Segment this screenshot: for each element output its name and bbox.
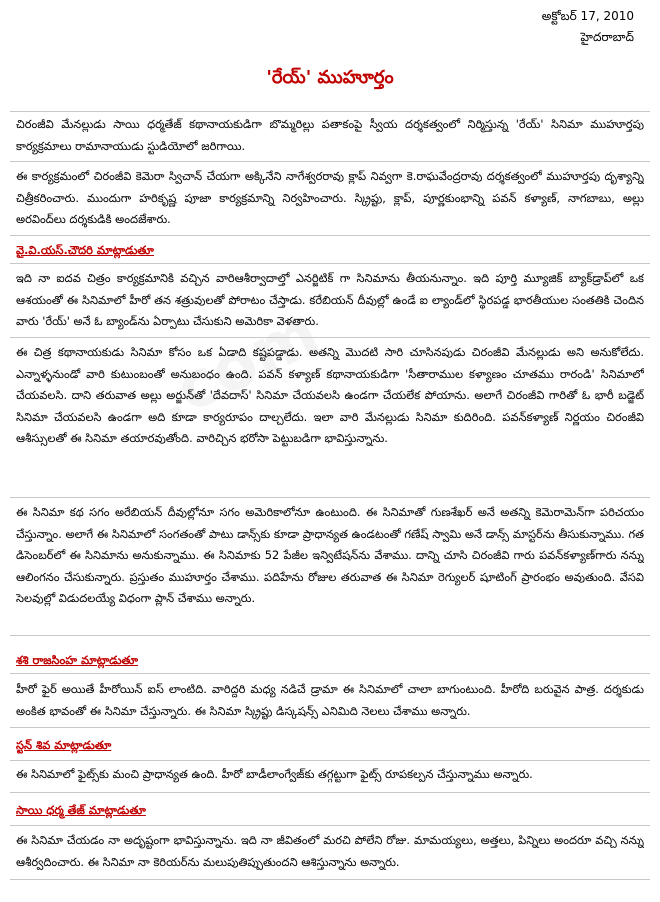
section-heading: స్టన్ శివ మాట్లాడుతూ	[16, 738, 112, 752]
article-title: 'రేయ్' ముహూర్తం	[266, 67, 394, 88]
section-heading: సాయి ధర్మ తేజ్ మాట్లాడుతూ	[16, 803, 146, 817]
divider	[10, 635, 650, 636]
dateline	[542, 6, 634, 48]
section-heading: వై.వి.యస్.చౌదరి మాట్లాడుతూ	[16, 243, 154, 257]
divider	[10, 263, 650, 264]
intro-paragraph: చిరంజీవి మేనల్లుడు సాయి ధర్మతేజ్ కథానాయకుడిగా బొమ్మరిల్లు పతాకంపై స్వీయ దర్శకత్వంలో నిర్మిస్తున్న 'రేయ్' సినిమా ముహూర్తపు కార్యక్రమాలు రామానాయుడు స్టుడియోలో జరిగాయి.	[16, 117, 644, 153]
divider	[10, 825, 650, 826]
divider	[10, 792, 650, 793]
divider	[10, 111, 650, 112]
article-place: హైదరాబాద్	[580, 30, 634, 44]
article-date: అక్టోబర్ 17, 2010	[541, 9, 634, 23]
paragraph: ఈ సినిమా చేయడం నా అదృష్టంగా భావిస్తున్నాను. ఇది నా జీవితంలో మరచి పోలేని రోజు. మామయ్యలు, అత్తలు, పిన్నిలు అందరూ వచ్చి నన్ను ఆశీర్వదించారు. ఈ సినిమా నా కెరియర్‌ను మలుపుతిప్పుతుందని ఆశిస్తున్నాను అన్నారు.	[16, 833, 644, 869]
paragraph: హీరో ఫైర్ అయితే హీరోయిన్ ఐస్ లాంటిది. వారిద్దరి మధ్య నడిచే డ్రామా ఈ సినిమాలో చాలా బాగుంటుంది. హీరోది బరువైన పాత్ర. దర్శకుడు అంకిత భావంతో ఈ సినిమా చేస్తున్నారు. ఈ సినిమా స్క్రిప్టు డిస్కషన్స్ ఎనిమిది నెలలు చేశాము అన్నారు.	[16, 682, 644, 718]
section-heading: శశి రాజసింహ మాట్లాడుతూ	[16, 653, 138, 667]
divider	[10, 161, 650, 162]
divider	[10, 727, 650, 728]
divider	[10, 337, 650, 338]
divider	[10, 673, 650, 674]
paragraph: ఈ సినిమాలో ఫైట్స్‌కు మంచి ప్రాధాన్యత ఉంది. హీరో బాడీలాంగ్వేజ్‌కు తగ్గట్టుగా ఫైట్స్ రూపకల్పన చేస్తున్నాము అన్నారు.	[16, 767, 533, 781]
divider	[10, 497, 650, 498]
event-paragraph: ఈ కార్యక్రమంలో చిరంజీవి కెమెరా స్విచాన్ చేయగా అక్కినేని నాగేశ్వరరావు క్లాప్ నివ్వగా కె.రాఘవేంద్రరావు దర్శకత్వంలో ముహూర్తపు దృశ్యాన్ని చిత్రీకరించారు. ముందుగా హరికృష్ణ పూజా కార్యక్రమాన్ని నిర్వహించారు. స్క్రిప్టు, క్లాప్, పూర్ణకుంభాన్ని పవన్ కళ్యాణ్, నాగబాబు, అల్లు అరవింద్‌లు దర్శకుడికి అందజేశారు.	[16, 169, 644, 226]
paragraph: ఈ సినిమా కథ సగం అరేబియన్ దీవుల్లోనూ సగం అమెరికాలోనూ ఉంటుంది. ఈ సినిమాతో గుణశేఖర్ అనే అతన్ని కెమెరామెన్‌గా పరిచయం చేస్తున్నాం. అలాగే ఈ సినిమాలో సంగతంతో పాటు డాన్స్‌కు కూడా ప్రాధాన్యత ఉండటంతో గణేష్ స్వామి అనే డాన్స్ మాస్టర్‌ను తీసుకున్నాము. గత డిసెంబర్‌లో ఈ సినిమాను అనుకున్నాము. ఈ సినిమాకు 52 పేజీల ఇన్విటేషన్‌ను వేశాము. దాన్ని చూసి చిరంజీవి గారు పవన్‌కళ్యాణ్‌గారు నన్ను ఆలింగనం చేసుకున్నారు. ప్రస్తుతం ముహూర్తం చేశాము. పదిహేను రోజుల తరువాత ఈ సినిమా రెగ్యులర్ షూటింగ్ ప్రారంభం అవుతుంది. వేసవి సెలవుల్లో విడుదలయ్యే విధంగా ప్లాన్ చేశాము అన్నారు.	[16, 505, 644, 605]
divider	[10, 760, 650, 761]
paragraph: ఇది నా ఐదవ చిత్రం కార్యక్రమానికి వచ్చిన వారిఆశీర్వాదాల్తో ఎనర్జిటిక్ గా సినిమాను తీయనున్నాం. ఇది పూర్తి మ్యూజిక్ బ్యాక్‌డ్రాప్‌లో ఒక ఆశయంతో ఈ సినిమాలో హీరో తన శత్రువులతో పోరాటం చేస్తాడు. కరేబియన్ దీవుల్లో ఉండే ఐ ల్యాండ్‌లో స్థిరపడ్డ భారతీయుల సంతతికి చెందిన వారు 'రేయ్' అనే ఓ బ్యాండ్‌ను ఏర్పాటు చేసుకుని అమెరికా వెళతారు.	[16, 271, 644, 328]
paragraph: ఈ చిత్ర కథానాయకుడు సినిమా కోసం ఒక ఏడాది కష్టపడ్డాడు. అతన్ని మొదటి సారి చూసినపుడు చిరంజీవి మేనల్లుడు అని అనుకోలేదు. ఎన్నాళ్ళనుండో వారి కుటుంబంతో అనుబంధం ఉంది. పవన్ కళ్యాణ్ కథానాయకుడిగా 'సీతారాముల కళ్యాణం చూతము రారండి' సినిమాలో చేయవలసి. దాని తరువాత అల్లు అర్జున్‌తో 'దేవదాస్' సినిమా చేయవలసి ఉండగా చేయలేక పోయాను. అలాగే చిరంజీవి గారితో ఓ భారీ బడ్జెట్ సినిమా చేయవలసి ఉండగా అది కూడా కార్యరూపం దాల్చలేదు. ఇలా వారి మేనల్లుడు సినిమా కుదిరింది. పవన్‌కళ్యాణ్ నిర్ణయం చిరంజీవి ఆశీస్సులతో ఈ సినిమా తయారవుతోంది. వారిచ్చిన భరోసా పెట్టుబడిగా భావిస్తున్నాను.	[16, 345, 644, 445]
divider	[10, 879, 650, 880]
divider	[10, 235, 650, 236]
